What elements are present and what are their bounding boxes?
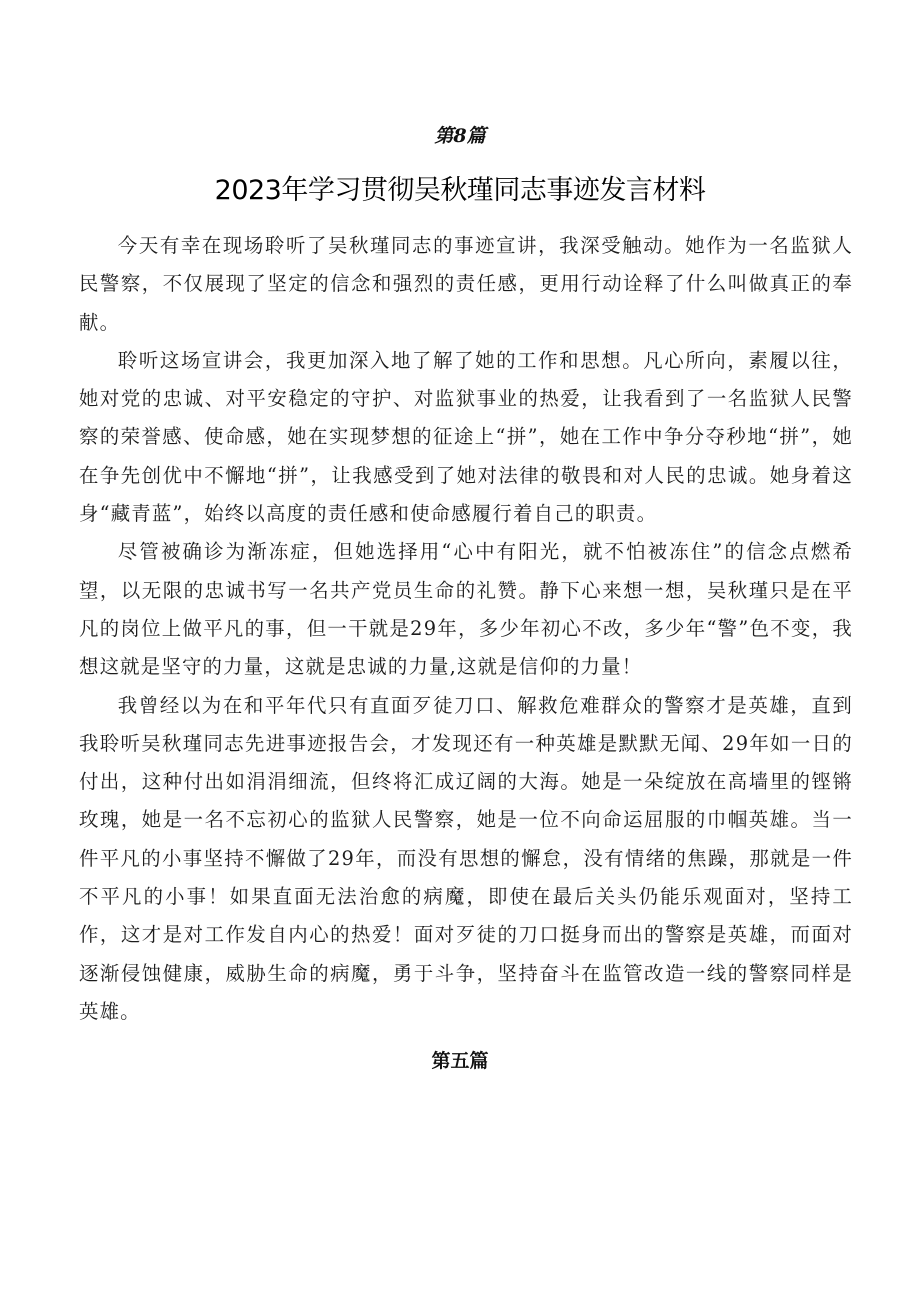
paragraph-3: 尽管被确诊为渐冻症，但她选择用“心中有阳光，就不怕被冻住”的信念点燃希望，以无限的忠诚书写一名共产党员生命的礼赞。静下心来想一想，吴秋瑾只是在平凡的岗位上做平凡的事，但一干就是29年，多少年初心不改，多少年“警”色不变，我想这就是坚守的力量，这就是忠诚的力量,这就是信仰的力量！	[79, 540, 853, 679]
paragraph-4: 我曾经以为在和平年代只有直面歹徒刀口、解救危难群众的警察才是英雄，直到我聆听吴秋瑾同志先进事迹报告会，才发现还有一种英雄是默默无闻、29年如一日的付出，这种付出如涓涓细流，但终将汇成辽阔的大海。她是一朵绽放在高墙里的铿锵玫瑰，她是一名不忘初心的监狱人民警察，她是一位不向命运屈服的巾帼英雄。当一件平凡的小事坚持不懈做了29年，而没有思想的懈怠，没有情绪的焦躁，那就是一件不平凡的小事！如果直面无法治愈的病魔，即使在最后关头仍能乐观面对，坚持工作，这才是对工作发自内心的热爱！面对歹徒的刀口挺身而出的警察是英雄，而面对逐渐侵蚀健康，威胁生命的病魔，勇于斗争，坚持奋斗在监管改造一线的警察同样是英雄。	[79, 693, 853, 1023]
document-body	[79, 227, 853, 1031]
paragraph-1: 今天有幸在现场聆听了吴秋瑾同志的事迹宣讲，我深受触动。她作为一名监狱人民警察，不仅展现了坚定的信念和强烈的责任感，更用行动诠释了什么叫做真正的奉献。	[79, 234, 853, 334]
paragraph-2: 聆听这场宣讲会，我更加深入地了解了她的工作和思想。凡心所向，素履以往，她对党的忠诚、对平安稳定的守护、对监狱事业的热爱，让我看到了一名监狱人民警察的荣誉感、使命感，她在实现梦想的征途上“拼”，她在工作中争分夺秒地“拼”，她在争先创优中不懈地“拼”，让我感受到了她对法律的敬畏和对人民的忠诚。她身着这身“藏青蓝”，始终以高度的责任感和使命感履行着自己的职责。	[79, 348, 853, 526]
next-section-label: 第五篇	[431, 1050, 489, 1072]
section-number-label: 第8篇	[434, 125, 486, 147]
page-title: 2023年学习贯彻吴秋瑾同志事迹发言材料	[214, 175, 706, 206]
